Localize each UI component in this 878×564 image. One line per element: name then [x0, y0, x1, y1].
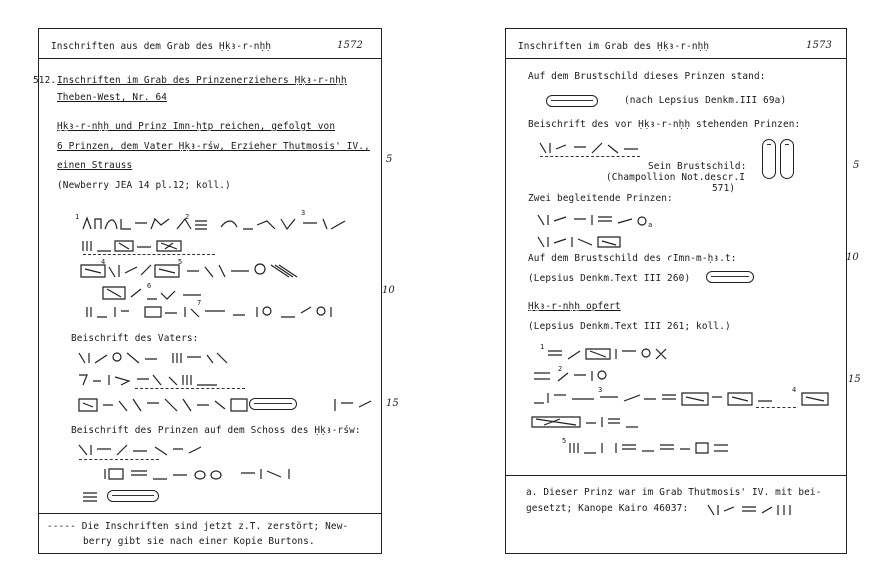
right-page-number: 1573 [806, 40, 833, 51]
reference: (Lepsius Denkm.Text III 260) [528, 273, 691, 284]
line-number-1: 1 [540, 343, 545, 351]
section-number: 512. [33, 75, 57, 86]
footnote-line1: ----- Die Inschriften sind jetzt z.T. zerstört; New- [47, 521, 349, 532]
hieroglyph-line [81, 489, 101, 503]
hieroglyph-glyphs [81, 489, 101, 505]
damage-dashline [79, 459, 159, 460]
footnote-marker-a: a [648, 221, 653, 229]
line-number-1: 1 [75, 213, 80, 221]
hieroglyph-line [536, 233, 656, 247]
hieroglyph-line [530, 413, 670, 427]
hieroglyph-glyphs [546, 345, 706, 361]
margin-number-5: 5 [853, 160, 860, 171]
subtitle-line1: Ḥḳꜣ-r-nḥḥ und Prinz Imn-ḥtp reichen, gefolgt von [57, 121, 336, 132]
vertical-cartouche [762, 139, 776, 179]
footnote-line2: berry gibt sie nach einer Kopie Burtons. [83, 536, 315, 547]
caption-father: Beischrift des Vaters: [71, 333, 199, 344]
hieroglyph-glyphs [706, 501, 816, 517]
left-page-number: 1572 [337, 40, 364, 51]
hieroglyph-glyphs [79, 261, 339, 279]
hieroglyph-glyphs [77, 349, 277, 365]
caption-prince: Beischrift des Prinzen auf dem Schoss des Ḥḳꜣ-rśw: [71, 425, 361, 436]
subtitle-line2: 6 Prinzen, dem Vater Ḥḳꜣ-rśw, Erzieher Thutmosis' IV., [57, 141, 370, 152]
line-number-5: 5 [562, 437, 567, 445]
hieroglyph-glyphs [101, 465, 321, 481]
source-reference: (Newberry JEA 14 pl.12; koll.) [57, 180, 231, 191]
text-line: Zwei begleitende Prinzen: [528, 193, 673, 204]
hieroglyph-glyphs [75, 395, 375, 413]
footnote-line2: gesetzt; Kanope Kairo 46037: [526, 503, 689, 514]
footnote-rule [506, 475, 846, 476]
margin-number-15: 15 [848, 374, 861, 385]
hieroglyph-glyphs [532, 389, 832, 407]
hieroglyph-glyphs [77, 441, 217, 457]
line-number-3: 3 [301, 209, 306, 217]
reference: (Lepsius Denkm.Text III 261; koll.) [528, 321, 731, 332]
champollion-ref: (Champollion Not.descr.I [606, 172, 746, 183]
margin-number-10: 10 [846, 252, 859, 263]
line-number-6: 6 [147, 282, 152, 290]
header-rule [506, 58, 846, 59]
hieroglyph-line [85, 303, 345, 317]
hieroglyph-line [101, 285, 211, 299]
line-number-2: 2 [185, 213, 190, 221]
subtitle-line3: einen Strauss [57, 160, 133, 171]
hieroglyph-glyphs [530, 413, 670, 429]
footnote-rule [39, 513, 381, 514]
line-number-2: 2 [558, 365, 563, 373]
footnote-line1: a. Dieser Prinz war im Grab Thutmosis' IV. mit bei- [526, 487, 822, 498]
vertical-cartouche [780, 139, 794, 179]
hieroglyph-line [77, 371, 277, 385]
hieroglyph-glyphs [81, 215, 351, 231]
hieroglyph-line [81, 237, 221, 251]
cartouche [706, 271, 754, 283]
section-heading: Ḥḳꜣ-r-nḥḥ opfert [528, 301, 621, 312]
left-page [33, 28, 382, 554]
line-number-4: 4 [101, 258, 106, 266]
hieroglyph-line [546, 345, 706, 359]
hieroglyph-glyphs [85, 303, 345, 319]
hieroglyph-line [77, 441, 217, 455]
hieroglyph-line [568, 439, 768, 453]
damage-dashline [135, 388, 245, 389]
hieroglyph-glyphs [101, 285, 211, 301]
sein-brustschild: Sein Brustschild: [648, 161, 747, 172]
hieroglyph-line [75, 395, 375, 409]
header-rule [39, 58, 381, 59]
hieroglyph-line [101, 465, 321, 479]
text-line: Auf dem Brustschild des ꜥImn-m-ḥꜣ.t: [528, 253, 737, 264]
section-title-line1: Inschriften im Grab des Prinzenerziehers Ḥḳꜣ-r-nḥḥ [57, 75, 347, 86]
damage-dashline [540, 156, 640, 157]
hieroglyph-line [706, 501, 816, 515]
hieroglyph-line [81, 215, 351, 229]
hieroglyph-glyphs [77, 371, 277, 387]
cartouche [546, 95, 598, 107]
hieroglyph-line [532, 367, 632, 381]
text-line: Beischrift des vor Ḥḳꜣ-r-nḥḥ stehenden Prinzen: [528, 119, 801, 130]
hieroglyph-glyphs [81, 237, 221, 253]
margin-number-10: 10 [382, 285, 395, 296]
hieroglyph-line [532, 389, 832, 403]
reference: (nach Lepsius Denkm.III 69a) [624, 95, 787, 106]
hieroglyph-glyphs [536, 211, 666, 227]
line-number-4: 4 [792, 386, 797, 394]
right-page-header: Inschriften im Grab des Ḥḳꜣ-r-nḥḥ [518, 41, 710, 52]
line-number-3: 3 [598, 386, 603, 394]
cartouche [107, 490, 159, 502]
line-number-5: 5 [178, 258, 183, 266]
text-line: Auf dem Brustschild dieses Prinzen stand: [528, 71, 766, 82]
hieroglyph-line [536, 211, 666, 225]
hieroglyph-glyphs [538, 139, 658, 155]
line-number-7: 7 [197, 299, 202, 307]
hieroglyph-glyphs [568, 439, 768, 455]
section-title-line2: Theben-West, Nr. 64 [57, 92, 168, 103]
left-page-header: Inschriften aus dem Grab des Ḥḳꜣ-r-nḥḥ [51, 41, 272, 52]
champollion-ref-2: 571) [712, 183, 736, 194]
hieroglyph-line [79, 261, 339, 275]
hieroglyph-glyphs [536, 233, 656, 249]
cartouche [249, 398, 297, 410]
hieroglyph-line [538, 139, 658, 153]
hieroglyph-glyphs [532, 367, 632, 383]
damage-dashline [83, 254, 215, 255]
hieroglyph-line [77, 349, 277, 363]
damage-dashline [756, 407, 796, 408]
margin-number-5: 5 [386, 154, 393, 165]
margin-number-15: 15 [386, 398, 399, 409]
right-page [505, 28, 847, 554]
